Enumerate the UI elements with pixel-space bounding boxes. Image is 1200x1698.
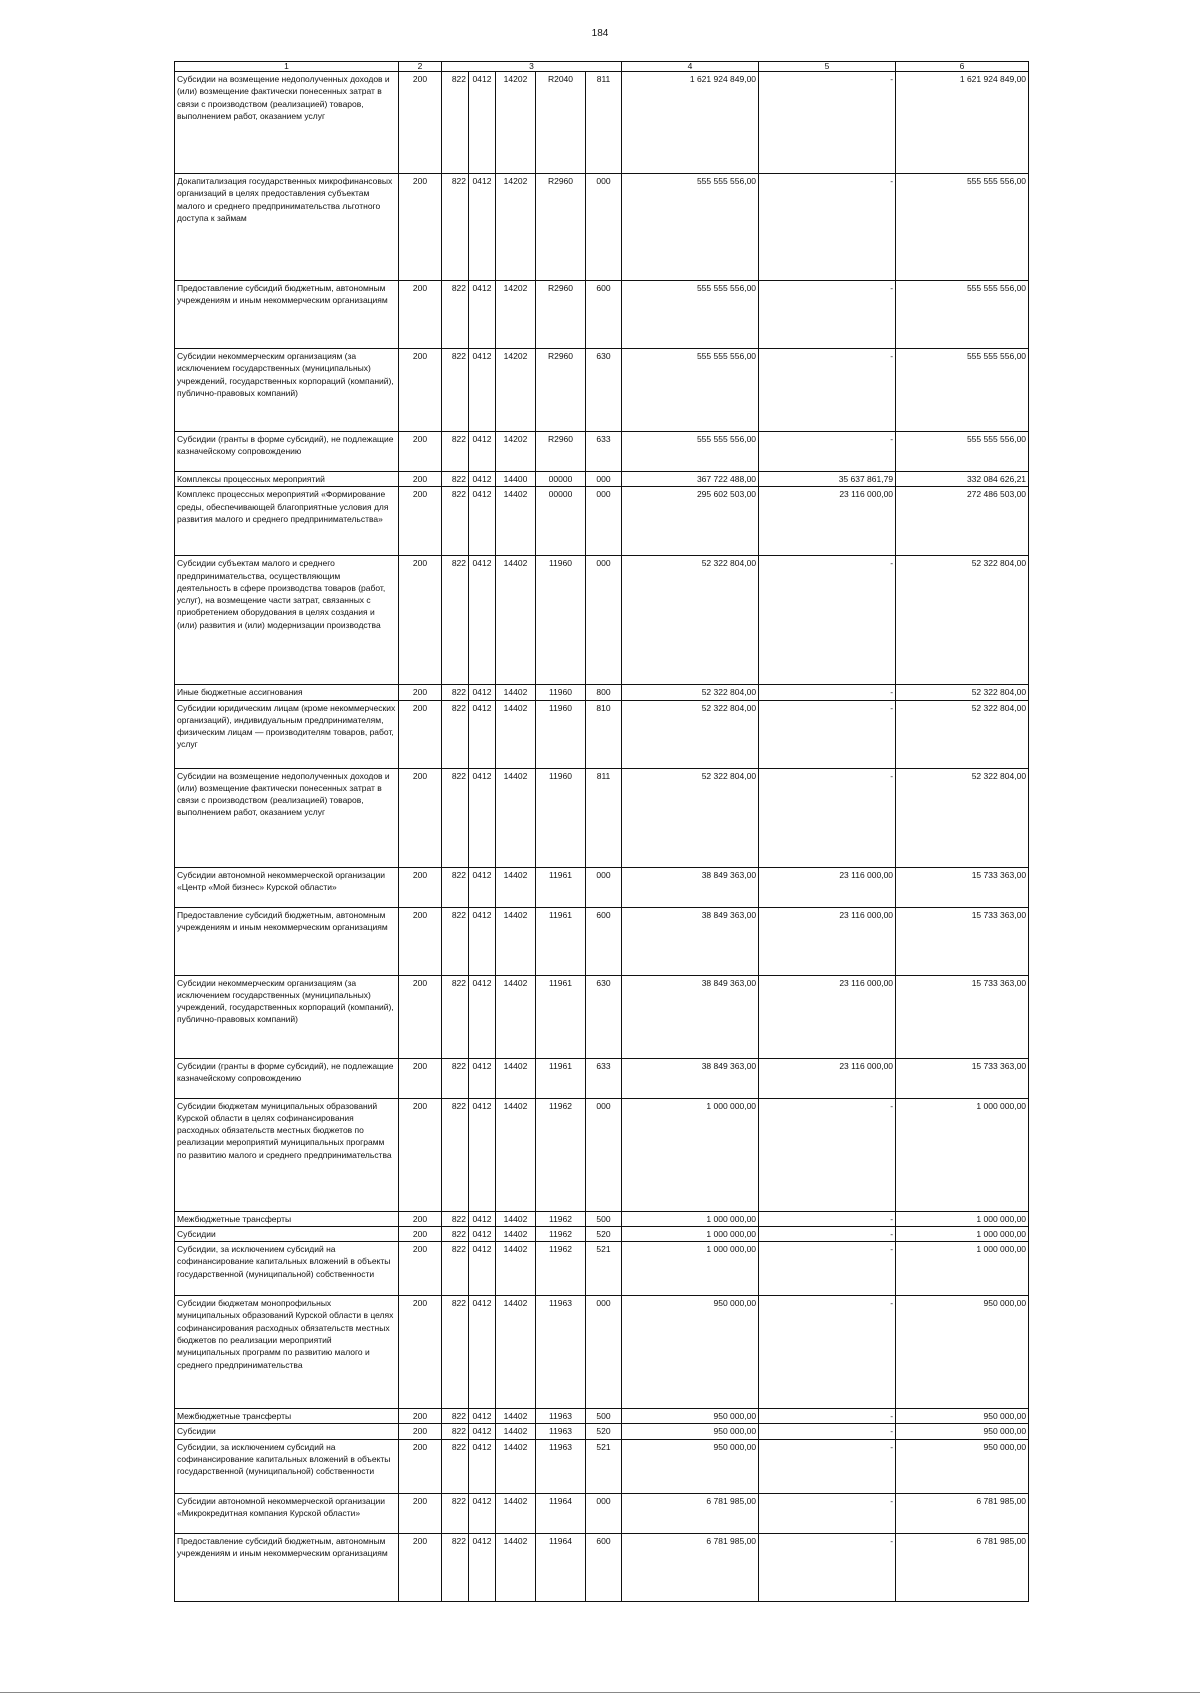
- item-name: Субсидии некоммерческим организациям (за исключением государственных (муниципальных) учреждений, государственных корпораций (компаний), публично-правовых компаний): [175, 975, 399, 1058]
- admin-code: 200: [399, 174, 442, 281]
- table-row: [175, 1424, 1029, 1439]
- page-number: 184: [591, 28, 609, 39]
- program-code: 14402: [496, 1533, 536, 1601]
- table-row: [175, 768, 1029, 867]
- dept-code: 822: [442, 1409, 469, 1424]
- federal-amount: -: [759, 1424, 896, 1439]
- item-name: Межбюджетные трансферты: [175, 1409, 399, 1424]
- admin-code: 200: [399, 867, 442, 907]
- dept-code: 822: [442, 487, 469, 556]
- regional-amount: 555 555 556,00: [896, 174, 1029, 281]
- direction-code: 00000: [536, 472, 586, 487]
- table-row: [175, 349, 1029, 432]
- dept-code: 822: [442, 72, 469, 174]
- expense-type-code: 800: [586, 685, 622, 700]
- admin-code: 200: [399, 472, 442, 487]
- federal-amount: -: [759, 349, 896, 432]
- table-row: [175, 472, 1029, 487]
- dept-code: 822: [442, 1296, 469, 1409]
- table-row: [175, 1242, 1029, 1296]
- total-amount: 1 000 000,00: [622, 1226, 759, 1241]
- total-amount: 38 849 363,00: [622, 975, 759, 1058]
- program-code: 14402: [496, 685, 536, 700]
- expense-type-code: 000: [586, 1098, 622, 1211]
- dept-code: 822: [442, 1493, 469, 1533]
- total-amount: 1 000 000,00: [622, 1242, 759, 1296]
- program-code: 14202: [496, 174, 536, 281]
- federal-amount: -: [759, 1439, 896, 1493]
- federal-amount: -: [759, 72, 896, 174]
- total-amount: 950 000,00: [622, 1409, 759, 1424]
- bottom-divider: [0, 1692, 1200, 1693]
- program-code: 14400: [496, 472, 536, 487]
- table-row: [175, 1409, 1029, 1424]
- dept-code: 822: [442, 432, 469, 472]
- admin-code: 200: [399, 1533, 442, 1601]
- section-code: 0412: [469, 1439, 496, 1493]
- regional-amount: 950 000,00: [896, 1296, 1029, 1409]
- section-code: 0412: [469, 975, 496, 1058]
- dept-code: 822: [442, 907, 469, 975]
- budget-table: [174, 61, 1029, 1602]
- federal-amount: -: [759, 700, 896, 768]
- expense-type-code: 000: [586, 1296, 622, 1409]
- federal-amount: 23 116 000,00: [759, 867, 896, 907]
- federal-amount: -: [759, 174, 896, 281]
- direction-code: R2960: [536, 349, 586, 432]
- item-name: Комплекс процессных мероприятий «Формирование среды, обеспечивающей благоприятные условия для развития малого и среднего предпринимательства»: [175, 487, 399, 556]
- admin-code: 200: [399, 1409, 442, 1424]
- regional-amount: 555 555 556,00: [896, 432, 1029, 472]
- dept-code: 822: [442, 472, 469, 487]
- program-code: 14202: [496, 349, 536, 432]
- table-row: [175, 72, 1029, 174]
- dept-code: 822: [442, 1242, 469, 1296]
- item-name: Субсидии (гранты в форме субсидий), не подлежащие казначейскому сопровождению: [175, 432, 399, 472]
- program-code: 14402: [496, 1211, 536, 1226]
- expense-type-code: 600: [586, 281, 622, 349]
- program-code: 14402: [496, 487, 536, 556]
- regional-amount: 15 733 363,00: [896, 907, 1029, 975]
- item-name: Субсидии: [175, 1424, 399, 1439]
- program-code: 14402: [496, 1296, 536, 1409]
- direction-code: 11961: [536, 867, 586, 907]
- dept-code: 822: [442, 867, 469, 907]
- direction-code: R2960: [536, 174, 586, 281]
- item-name: Субсидии: [175, 1226, 399, 1241]
- item-name: Субсидии некоммерческим организациям (за исключением государственных (муниципальных) учреждений, государственных корпораций (компаний), публично-правовых компаний): [175, 349, 399, 432]
- expense-type-code: 500: [586, 1409, 622, 1424]
- regional-amount: 52 322 804,00: [896, 700, 1029, 768]
- expense-type-code: 521: [586, 1439, 622, 1493]
- admin-code: 200: [399, 1439, 442, 1493]
- total-amount: 950 000,00: [622, 1424, 759, 1439]
- dept-code: 822: [442, 685, 469, 700]
- item-name: Докапитализация государственных микрофинансовых организаций в целях предоставления субъектам малого и среднего предпринимательства льготного доступа к займам: [175, 174, 399, 281]
- total-amount: 1 000 000,00: [622, 1098, 759, 1211]
- item-name: Субсидии, за исключением субсидий на софинансирование капитальных вложений в объекты государственной (муниципальной) собственности: [175, 1242, 399, 1296]
- section-code: 0412: [469, 1211, 496, 1226]
- dept-code: 822: [442, 556, 469, 685]
- header-col-5: 5: [759, 62, 896, 72]
- program-code: 14402: [496, 768, 536, 867]
- program-code: 14202: [496, 281, 536, 349]
- item-name: Предоставление субсидий бюджетным, автономным учреждениям и иным некоммерческим организациям: [175, 1533, 399, 1601]
- dept-code: 822: [442, 700, 469, 768]
- header-col-4: 4: [622, 62, 759, 72]
- regional-amount: 950 000,00: [896, 1439, 1029, 1493]
- expense-type-code: 810: [586, 700, 622, 768]
- expense-type-code: 520: [586, 1226, 622, 1241]
- total-amount: 555 555 556,00: [622, 174, 759, 281]
- admin-code: 200: [399, 72, 442, 174]
- expense-type-code: 000: [586, 472, 622, 487]
- dept-code: 822: [442, 174, 469, 281]
- section-code: 0412: [469, 1296, 496, 1409]
- expense-type-code: 600: [586, 1533, 622, 1601]
- admin-code: 200: [399, 432, 442, 472]
- section-code: 0412: [469, 281, 496, 349]
- total-amount: 950 000,00: [622, 1439, 759, 1493]
- expense-type-code: 633: [586, 1058, 622, 1098]
- direction-code: 11963: [536, 1296, 586, 1409]
- regional-amount: 555 555 556,00: [896, 349, 1029, 432]
- total-amount: 52 322 804,00: [622, 700, 759, 768]
- direction-code: 11961: [536, 975, 586, 1058]
- program-code: 14402: [496, 1226, 536, 1241]
- direction-code: 11963: [536, 1439, 586, 1493]
- regional-amount: 950 000,00: [896, 1424, 1029, 1439]
- header-col-1: 1: [175, 62, 399, 72]
- dept-code: 822: [442, 1098, 469, 1211]
- federal-amount: 23 116 000,00: [759, 1058, 896, 1098]
- dept-code: 822: [442, 768, 469, 867]
- expense-type-code: 000: [586, 1493, 622, 1533]
- expense-type-code: 520: [586, 1424, 622, 1439]
- regional-amount: 52 322 804,00: [896, 556, 1029, 685]
- program-code: 14402: [496, 907, 536, 975]
- admin-code: 200: [399, 1493, 442, 1533]
- total-amount: 38 849 363,00: [622, 867, 759, 907]
- dept-code: 822: [442, 1058, 469, 1098]
- section-code: 0412: [469, 174, 496, 281]
- section-code: 0412: [469, 556, 496, 685]
- program-code: 14402: [496, 1058, 536, 1098]
- program-code: 14402: [496, 1493, 536, 1533]
- total-amount: 295 602 503,00: [622, 487, 759, 556]
- expense-type-code: 000: [586, 867, 622, 907]
- item-name: Субсидии, за исключением субсидий на софинансирование капитальных вложений в объекты государственной (муниципальной) собственности: [175, 1439, 399, 1493]
- direction-code: 11960: [536, 556, 586, 685]
- regional-amount: 52 322 804,00: [896, 685, 1029, 700]
- table-row: [175, 1226, 1029, 1241]
- expense-type-code: 000: [586, 556, 622, 685]
- direction-code: 11963: [536, 1424, 586, 1439]
- direction-code: 11961: [536, 1058, 586, 1098]
- federal-amount: -: [759, 685, 896, 700]
- table-row: [175, 432, 1029, 472]
- federal-amount: -: [759, 1242, 896, 1296]
- program-code: 14402: [496, 1424, 536, 1439]
- expense-type-code: 600: [586, 907, 622, 975]
- expense-type-code: 633: [586, 432, 622, 472]
- section-code: 0412: [469, 432, 496, 472]
- federal-amount: -: [759, 1211, 896, 1226]
- item-name: Иные бюджетные ассигнования: [175, 685, 399, 700]
- regional-amount: 555 555 556,00: [896, 281, 1029, 349]
- item-name: Предоставление субсидий бюджетным, автономным учреждениям и иным некоммерческим организациям: [175, 907, 399, 975]
- federal-amount: 23 116 000,00: [759, 907, 896, 975]
- regional-amount: 1 000 000,00: [896, 1098, 1029, 1211]
- table-row: [175, 1493, 1029, 1533]
- section-code: 0412: [469, 1226, 496, 1241]
- item-name: Субсидии (гранты в форме субсидий), не подлежащие казначейскому сопровождению: [175, 1058, 399, 1098]
- header-row: [175, 62, 1029, 72]
- table-row: [175, 700, 1029, 768]
- section-code: 0412: [469, 685, 496, 700]
- admin-code: 200: [399, 907, 442, 975]
- section-code: 0412: [469, 472, 496, 487]
- total-amount: 52 322 804,00: [622, 685, 759, 700]
- table-row: [175, 1296, 1029, 1409]
- item-name: Субсидии бюджетам муниципальных образований Курской области в целях софинансирования расходных обязательств местных бюджетов по реализации мероприятий муниципальных программ по развитию малого и среднего предпринимательства: [175, 1098, 399, 1211]
- table-row: [175, 685, 1029, 700]
- section-code: 0412: [469, 72, 496, 174]
- federal-amount: -: [759, 556, 896, 685]
- federal-amount: -: [759, 1409, 896, 1424]
- dept-code: 822: [442, 281, 469, 349]
- dept-code: 822: [442, 1211, 469, 1226]
- table-row: [175, 867, 1029, 907]
- direction-code: 11960: [536, 685, 586, 700]
- item-name: Субсидии автономной некоммерческой организации «Центр «Мой бизнес» Курской области»: [175, 867, 399, 907]
- federal-amount: 23 116 000,00: [759, 975, 896, 1058]
- admin-code: 200: [399, 281, 442, 349]
- expense-type-code: 500: [586, 1211, 622, 1226]
- admin-code: 200: [399, 1211, 442, 1226]
- regional-amount: 15 733 363,00: [896, 1058, 1029, 1098]
- direction-code: 11960: [536, 768, 586, 867]
- regional-amount: 6 781 985,00: [896, 1533, 1029, 1601]
- table-row: [175, 1439, 1029, 1493]
- direction-code: 11961: [536, 907, 586, 975]
- table-row: [175, 556, 1029, 685]
- total-amount: 38 849 363,00: [622, 907, 759, 975]
- admin-code: 200: [399, 700, 442, 768]
- regional-amount: 15 733 363,00: [896, 867, 1029, 907]
- header-col-3: 3: [442, 62, 622, 72]
- section-code: 0412: [469, 768, 496, 867]
- regional-amount: 15 733 363,00: [896, 975, 1029, 1058]
- header-col-6: 6: [896, 62, 1029, 72]
- total-amount: 367 722 488,00: [622, 472, 759, 487]
- table-row: [175, 1098, 1029, 1211]
- total-amount: 555 555 556,00: [622, 281, 759, 349]
- expense-type-code: 630: [586, 975, 622, 1058]
- table-row: [175, 1058, 1029, 1098]
- admin-code: 200: [399, 685, 442, 700]
- admin-code: 200: [399, 1098, 442, 1211]
- direction-code: R2960: [536, 432, 586, 472]
- total-amount: 555 555 556,00: [622, 349, 759, 432]
- item-name: Комплексы процессных мероприятий: [175, 472, 399, 487]
- admin-code: 200: [399, 487, 442, 556]
- program-code: 14402: [496, 1409, 536, 1424]
- section-code: 0412: [469, 1409, 496, 1424]
- regional-amount: 332 084 626,21: [896, 472, 1029, 487]
- regional-amount: 52 322 804,00: [896, 768, 1029, 867]
- federal-amount: -: [759, 1226, 896, 1241]
- total-amount: 6 781 985,00: [622, 1533, 759, 1601]
- federal-amount: -: [759, 1533, 896, 1601]
- admin-code: 200: [399, 1296, 442, 1409]
- regional-amount: 6 781 985,00: [896, 1493, 1029, 1533]
- direction-code: 11962: [536, 1242, 586, 1296]
- table-row: [175, 174, 1029, 281]
- expense-type-code: 521: [586, 1242, 622, 1296]
- federal-amount: -: [759, 1296, 896, 1409]
- program-code: 14402: [496, 975, 536, 1058]
- total-amount: 6 781 985,00: [622, 1493, 759, 1533]
- regional-amount: 1 000 000,00: [896, 1242, 1029, 1296]
- dept-code: 822: [442, 1226, 469, 1241]
- section-code: 0412: [469, 1098, 496, 1211]
- total-amount: 52 322 804,00: [622, 768, 759, 867]
- direction-code: R2960: [536, 281, 586, 349]
- item-name: Межбюджетные трансферты: [175, 1211, 399, 1226]
- program-code: 14402: [496, 1439, 536, 1493]
- federal-amount: -: [759, 1098, 896, 1211]
- section-code: 0412: [469, 487, 496, 556]
- direction-code: 11962: [536, 1226, 586, 1241]
- dept-code: 822: [442, 1424, 469, 1439]
- admin-code: 200: [399, 768, 442, 867]
- admin-code: 200: [399, 556, 442, 685]
- item-name: Субсидии субъектам малого и среднего предпринимательства, осуществляющим деятельность в сфере производства товаров (работ, услуг), на возмещение части затрат, связанных с приобретением оборудования в целях создания и (или) развития и (или) модернизации производства: [175, 556, 399, 685]
- section-code: 0412: [469, 1058, 496, 1098]
- expense-type-code: 630: [586, 349, 622, 432]
- direction-code: 11960: [536, 700, 586, 768]
- direction-code: 00000: [536, 487, 586, 556]
- program-code: 14402: [496, 1098, 536, 1211]
- total-amount: 555 555 556,00: [622, 432, 759, 472]
- dept-code: 822: [442, 975, 469, 1058]
- section-code: 0412: [469, 1424, 496, 1439]
- admin-code: 200: [399, 975, 442, 1058]
- program-code: 14402: [496, 556, 536, 685]
- federal-amount: 23 116 000,00: [759, 487, 896, 556]
- admin-code: 200: [399, 1424, 442, 1439]
- table-row: [175, 1533, 1029, 1601]
- table-row: [175, 975, 1029, 1058]
- table-row: [175, 487, 1029, 556]
- program-code: 14202: [496, 72, 536, 174]
- table-row: [175, 281, 1029, 349]
- item-name: Субсидии на возмещение недополученных доходов и (или) возмещение фактически понесенных затрат в связи с производством (реализацией) товаров, выполнением работ, оказанием услуг: [175, 72, 399, 174]
- admin-code: 200: [399, 1226, 442, 1241]
- direction-code: 11962: [536, 1098, 586, 1211]
- expense-type-code: 000: [586, 174, 622, 281]
- section-code: 0412: [469, 907, 496, 975]
- federal-amount: -: [759, 281, 896, 349]
- regional-amount: 272 486 503,00: [896, 487, 1029, 556]
- item-name: Субсидии на возмещение недополученных доходов и (или) возмещение фактически понесенных затрат в связи с производством (реализацией) товаров, выполнением работ, оказанием услуг: [175, 768, 399, 867]
- dept-code: 822: [442, 349, 469, 432]
- item-name: Субсидии бюджетам монопрофильных муниципальных образований Курской области в целях софинансирования расходных обязательств местных бюджетов по реализации мероприятий муниципальных программ по развитию малого и среднего предпринимательства: [175, 1296, 399, 1409]
- direction-code: 11964: [536, 1533, 586, 1601]
- regional-amount: 1 000 000,00: [896, 1226, 1029, 1241]
- table-row: [175, 907, 1029, 975]
- admin-code: 200: [399, 349, 442, 432]
- dept-code: 822: [442, 1533, 469, 1601]
- item-name: Субсидии автономной некоммерческой организации «Микрокредитная компания Курской области»: [175, 1493, 399, 1533]
- regional-amount: 1 000 000,00: [896, 1211, 1029, 1226]
- federal-amount: -: [759, 768, 896, 867]
- direction-code: 11964: [536, 1493, 586, 1533]
- header-col-2: 2: [399, 62, 442, 72]
- admin-code: 200: [399, 1242, 442, 1296]
- program-code: 14202: [496, 432, 536, 472]
- section-code: 0412: [469, 867, 496, 907]
- direction-code: 11963: [536, 1409, 586, 1424]
- direction-code: R2040: [536, 72, 586, 174]
- section-code: 0412: [469, 1242, 496, 1296]
- total-amount: 1 000 000,00: [622, 1211, 759, 1226]
- dept-code: 822: [442, 1439, 469, 1493]
- table-body: [175, 62, 1029, 1602]
- federal-amount: -: [759, 1493, 896, 1533]
- federal-amount: 35 637 861,79: [759, 472, 896, 487]
- section-code: 0412: [469, 700, 496, 768]
- expense-type-code: 811: [586, 768, 622, 867]
- regional-amount: 950 000,00: [896, 1409, 1029, 1424]
- expense-type-code: 000: [586, 487, 622, 556]
- section-code: 0412: [469, 1493, 496, 1533]
- item-name: Субсидии юридическим лицам (кроме некоммерческих организаций), индивидуальным предпринимателям, физическим лицам — производителям товаров, работ, услуг: [175, 700, 399, 768]
- program-code: 14402: [496, 700, 536, 768]
- item-name: Предоставление субсидий бюджетным, автономным учреждениям и иным некоммерческим организациям: [175, 281, 399, 349]
- program-code: 14402: [496, 1242, 536, 1296]
- direction-code: 11962: [536, 1211, 586, 1226]
- section-code: 0412: [469, 1533, 496, 1601]
- total-amount: 1 621 924 849,00: [622, 72, 759, 174]
- table-row: [175, 1211, 1029, 1226]
- admin-code: 200: [399, 1058, 442, 1098]
- federal-amount: -: [759, 432, 896, 472]
- total-amount: 52 322 804,00: [622, 556, 759, 685]
- program-code: 14402: [496, 867, 536, 907]
- regional-amount: 1 621 924 849,00: [896, 72, 1029, 174]
- expense-type-code: 811: [586, 72, 622, 174]
- total-amount: 950 000,00: [622, 1296, 759, 1409]
- section-code: 0412: [469, 349, 496, 432]
- total-amount: 38 849 363,00: [622, 1058, 759, 1098]
